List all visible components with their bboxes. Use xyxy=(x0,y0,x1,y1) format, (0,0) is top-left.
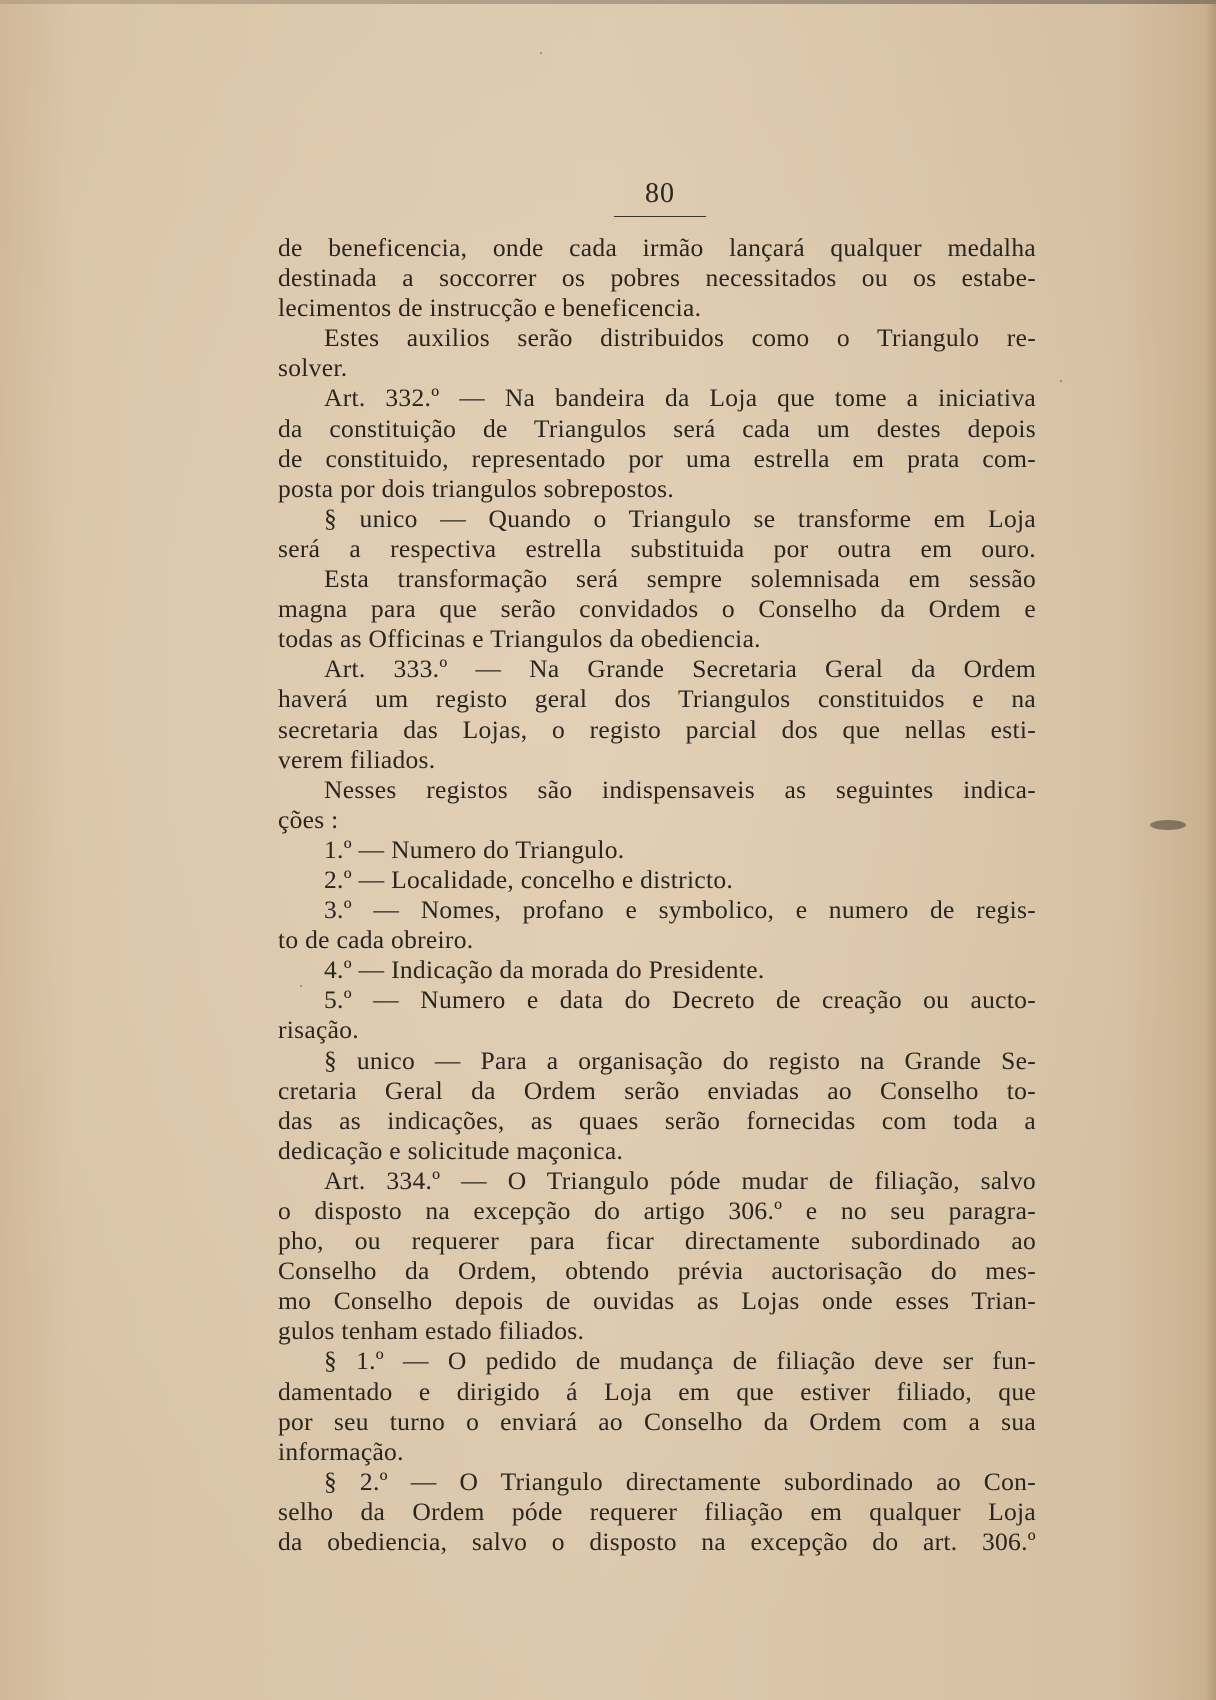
text-line: 1.º — Numero do Triangulo. xyxy=(324,834,625,864)
text-line: lecimentos de instrucção e beneficencia. xyxy=(278,293,702,323)
text-line: Esta transformação será sempre solemnisada em sessão xyxy=(324,564,1036,594)
page-number-rule xyxy=(614,216,706,217)
text-line: 5.º — Numero e data do Decreto de creação ou aucto- xyxy=(324,985,1036,1015)
text-line: de constituido, representado por uma estrella em prata com- xyxy=(278,443,1036,473)
text-line: solver. xyxy=(278,353,348,383)
body-text xyxy=(278,233,1036,1557)
text-line: dedicação e solicitude maçonica. xyxy=(278,1135,624,1165)
text-line: § 2.º — O Triangulo directamente subordinado ao Con- xyxy=(324,1466,1036,1496)
text-line: mo Conselho depois de ouvidas as Lojas onde esses Trian- xyxy=(278,1286,1036,1316)
text-line: magna para que serão convidados o Conselho da Ordem e xyxy=(278,594,1036,624)
page-top-edge xyxy=(0,0,1216,4)
text-line: 4.º — Indicação da morada do Presidente. xyxy=(324,955,765,985)
page-right-edge xyxy=(1206,0,1216,1700)
text-line: pho, ou requerer para ficar directamente subordinado ao xyxy=(278,1226,1036,1256)
text-line: da constituição de Triangulos será cada um destes depois xyxy=(278,413,1036,443)
paper-speck xyxy=(540,52,542,54)
text-line: 2.º — Localidade, concelho e districto. xyxy=(324,864,734,894)
text-line: Art. 333.º — Na Grande Secretaria Geral da Ordem xyxy=(324,654,1036,684)
text-line: risação. xyxy=(278,1015,359,1045)
text-line: será a respectiva estrella substituida por outra em ouro. xyxy=(278,533,1036,563)
text-line: secretaria das Lojas, o registo parcial dos que nellas esti- xyxy=(278,714,1036,744)
text-line: Nesses registos são indispensaveis as seguintes indica- xyxy=(324,774,1036,804)
text-line: Conselho da Ordem, obtendo prévia auctorisação do mes- xyxy=(278,1256,1036,1286)
text-line: Art. 332.º — Na bandeira da Loja que tome a iniciativa xyxy=(324,383,1036,413)
text-line: Art. 334.º — O Triangulo póde mudar de filiação, salvo xyxy=(324,1165,1036,1195)
text-line: informação. xyxy=(278,1436,404,1466)
text-line: gulos tenham estado filiados. xyxy=(278,1316,585,1346)
text-line: o disposto na excepção do artigo 306.º e no seu paragra- xyxy=(278,1196,1036,1225)
text-line: posta por dois triangulos sobrepostos. xyxy=(278,473,675,503)
paper-speck xyxy=(300,985,302,987)
text-line: to de cada obreiro. xyxy=(278,925,474,955)
text-line: por seu turno o enviará ao Conselho da Ordem com a sua xyxy=(278,1406,1036,1436)
text-line: § 1.º — O pedido de mudança de filiação deve ser fun- xyxy=(324,1346,1036,1376)
text-line: 3.º — Nomes, profano e symbolico, e numero de regis- xyxy=(324,895,1036,925)
text-line: ções : xyxy=(278,804,339,834)
text-line: § unico — Quando o Triangulo se transforme em Loja xyxy=(324,503,1036,533)
page-number: 80 xyxy=(645,178,675,209)
paper-speck xyxy=(1060,380,1062,382)
text-line: selho da Ordem póde requerer filiação em qualquer Loja xyxy=(278,1496,1036,1526)
text-line: damentado e dirigido á Loja em que estiver filiado, que xyxy=(278,1376,1036,1406)
text-line: da obediencia, salvo o disposto na excepção do art. 306.º xyxy=(278,1527,1036,1557)
ink-stain xyxy=(1150,820,1186,830)
text-line: Estes auxilios serão distribuidos como o Triangulo re- xyxy=(324,323,1036,353)
text-line: das as indicações, as quaes serão fornecidas com toda a xyxy=(278,1105,1036,1135)
text-line: haverá um registo geral dos Triangulos constituidos e na xyxy=(278,684,1036,714)
text-line: todas as Officinas e Triangulos da obediencia. xyxy=(278,624,761,654)
text-line: verem filiados. xyxy=(278,744,436,774)
text-line: destinada a soccorrer os pobres necessitados ou os estabe- xyxy=(278,263,1036,293)
text-line: § unico — Para a organisação do registo na Grande Se- xyxy=(324,1045,1036,1075)
text-line: cretaria Geral da Ordem serão enviadas ao Conselho to- xyxy=(278,1075,1036,1105)
text-line: de beneficencia, onde cada irmão lançará qualquer medalha xyxy=(278,233,1036,262)
